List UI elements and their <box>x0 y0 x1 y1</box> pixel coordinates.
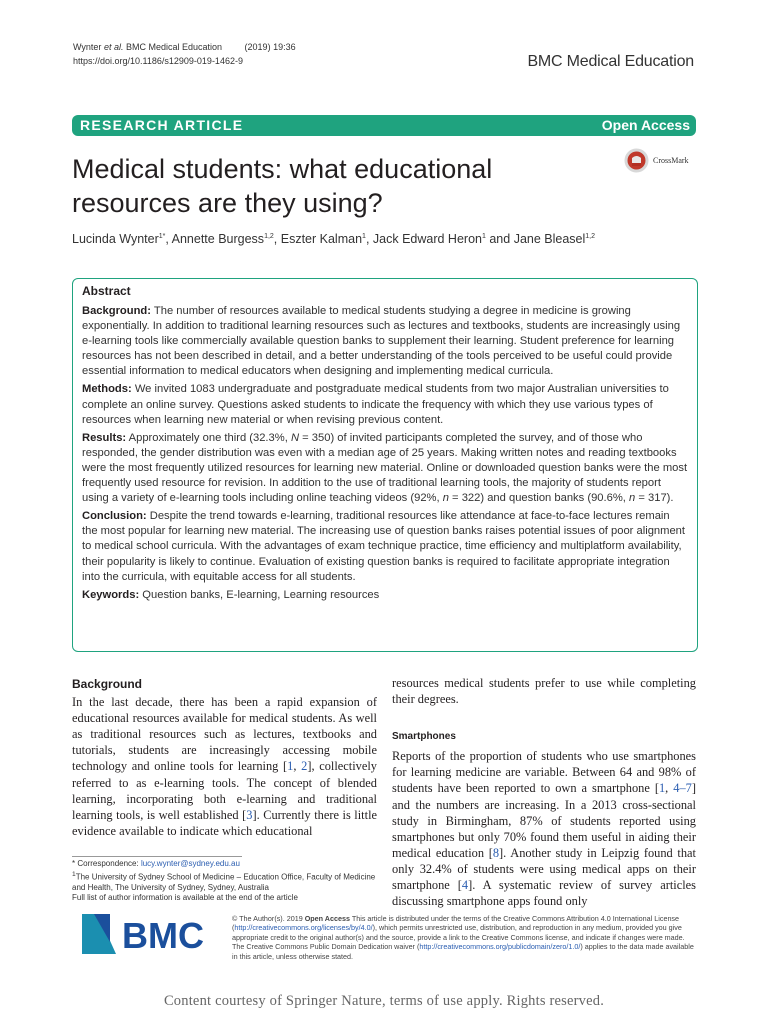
citation-etal: et al. <box>103 42 124 52</box>
open-access-label: Open Access <box>601 117 690 133</box>
abstract-conclusion <box>82 509 688 584</box>
affiliation-marker: 1 <box>72 870 76 878</box>
citation-link[interactable]: 8 <box>492 845 500 860</box>
stat-symbol: n <box>442 492 449 505</box>
article-type-banner <box>72 115 696 136</box>
author-5-aff: 1,2 <box>585 232 595 240</box>
footnote-divider <box>72 856 242 857</box>
article-title <box>72 152 592 220</box>
abstract-results <box>82 431 688 506</box>
body-text: ]. Another study in Leipzig found that only 32.4% of students were using medical apps on their smartphone [ <box>392 845 696 893</box>
crossmark-label: CrossMark <box>653 156 689 165</box>
doi-link[interactable]: https://doi.org/10.1186/s12909-019-1462-9 <box>73 56 243 66</box>
citation-link[interactable]: 1 <box>287 759 294 774</box>
license-open-access: Open Access <box>304 914 350 923</box>
abstract-keywords-label: Keywords: <box>82 588 140 601</box>
author-separator: , <box>273 232 281 246</box>
full-author-info-note: Full list of author information is available at the end of the article <box>72 893 298 903</box>
article-type-label: RESEARCH ARTICLE <box>80 117 244 133</box>
citation-link[interactable]: 4–7 <box>673 781 692 796</box>
abstract-results-text: Approximately one third (32.3%, <box>126 431 291 444</box>
title-line-1: Medical students: what educational <box>72 154 493 184</box>
abstract-background-label: Background: <box>82 305 151 317</box>
abstract-methods-label: Methods: <box>82 383 132 396</box>
footnote <box>72 859 382 904</box>
body-paragraph <box>392 748 696 909</box>
body-text: , <box>293 759 302 774</box>
crossmark-badge[interactable] <box>624 148 689 173</box>
body-text: Reports of the proportion of students who use smartphones for learning medicine are variable. Between 64 and 98% of students have been reported to own a smartphone [ <box>392 749 696 796</box>
abstract-keywords <box>82 588 688 603</box>
stat-symbol: N <box>290 431 300 444</box>
abstract-background-text: The number of resources available to medical students studying a degree in medicine is growing exponentially. In addition to traditional learning resources such as lectures and textbooks, students are increasingly using e-learning tools like commercially available question banks to supplement their learning. Student preference for learning resources has not been described in detail, and a better understanding of the tools perceived to be useful could provide essential information to medical educators when designing and implementing medical curricula. <box>82 305 681 378</box>
affiliation-text: The University of Sydney School of Medicine – Education Office, Faculty of Medicine and Health, The University of Sydney, Sydney, Australia <box>72 872 376 892</box>
author-separator: , <box>165 232 172 246</box>
citation-link[interactable]: 2 <box>301 759 308 774</box>
author-separator: , <box>365 232 373 246</box>
license-link[interactable]: http://creativecommons.org/licenses/by/4.0/ <box>234 923 373 933</box>
abstract-heading: Abstract <box>82 284 131 298</box>
license-text: ) applies to the data made available in this article, unless otherwise stated. <box>232 942 694 961</box>
correspondence-email[interactable]: lucy.wynter@sydney.edu.au <box>140 859 240 868</box>
abstract-box <box>72 278 698 652</box>
body-left-column <box>72 676 377 839</box>
bmc-logo <box>82 912 218 961</box>
abstract-results-label: Results: <box>82 431 127 444</box>
journal-name: BMC Medical Education <box>527 53 694 70</box>
title-line-2: resources are they using? <box>72 188 383 218</box>
abstract-keywords-text: Question banks, E-learning, Learning resources <box>139 588 380 601</box>
abstract-background <box>82 304 688 379</box>
author-2[interactable]: Annette Burgess <box>171 232 265 246</box>
abstract-results-text: = 317). <box>635 492 674 505</box>
body-paragraph: resources medical students prefer to use while completing their degrees. <box>392 676 696 707</box>
license-text: ), which permits unrestricted use, distribution, and reproduction in any medium, provided you give appropriate credit to the original author(s) and the source, provide a link to the Creative Commons license, and indicate if changes were made. The Creative Commons Public Domain Dedication waiver ( <box>232 923 685 952</box>
background-heading: Background <box>72 677 143 691</box>
body-text: ] and the numbers are increasing. In a 2013 cross-sectional study in Birmingham, 87% of students reported using smartphones but only 70% found them useful in aiding their medical education [ <box>392 781 696 860</box>
smartphones-heading: Smartphones <box>392 731 456 743</box>
abstract-conclusion-label: Conclusion: <box>82 510 147 523</box>
bmc-wordmark: BMC <box>122 915 204 956</box>
body-text: In the last decade, there has been a rapid expansion of educational resources available for medical students. As well as traditional resources such as lectures, textbooks and tutorials, students are increasingly accessing mobile technology and online tools for learning [ <box>72 695 377 774</box>
author-1-aff: 1* <box>158 232 166 240</box>
body-paragraph <box>72 694 377 839</box>
body-text: ]. Currently there is little evidence available to indicate which educational <box>72 807 378 838</box>
license-text: © The Author(s). 2019 <box>232 914 305 923</box>
citation-journal: BMC Medical Education <box>125 42 223 52</box>
license-link[interactable]: http://creativecommons.org/publicdomain/zero/1.0/ <box>419 942 581 952</box>
citation-link[interactable]: 4 <box>461 878 469 893</box>
body-right-column <box>392 675 696 909</box>
crossmark-icon <box>624 148 649 173</box>
license-text: This article is distributed under the terms of the Creative Commons Attribution 4.0 International License ( <box>232 914 680 933</box>
stat-symbol: n <box>629 492 636 505</box>
author-3[interactable]: Eszter Kalman <box>280 232 363 246</box>
citation-year: (2019) 19:36 <box>244 42 296 52</box>
license-statement <box>232 914 698 961</box>
correspondence-label: * Correspondence: <box>72 859 141 868</box>
author-3-aff: 1 <box>362 232 366 240</box>
abstract-results-text: = 322) and question banks (90.6%, <box>448 492 630 505</box>
abstract-methods-text: We invited 1083 undergraduate and postgraduate medical students from two major Australian universities to complete an online survey. Questions asked students to indicate the frequency with which they use various types of resources when learning new material or when revising previous content. <box>82 383 669 426</box>
abstract-conclusion-text: Despite the trend towards e-learning, traditional resources like attendance at face-to-face lectures remain the most popular for learning new material. The increasing use of question banks raises potential issues of poor alignment to medical school curricula. With the advantages of exam technique practice, time efficiency and multiplatform availability, their popularity is likely to continue. Evaluation of existing question banks is required to facilitate appropriate integration into the curricula, with equitable access for all students. <box>82 510 686 583</box>
author-4-aff: 1 <box>481 232 486 240</box>
author-and: and <box>485 232 514 246</box>
author-4[interactable]: Jack Edward Heron <box>372 232 482 246</box>
citation-link[interactable]: 1 <box>658 781 666 796</box>
citation-authors: Wynter <box>73 42 102 52</box>
abstract-methods <box>82 382 688 427</box>
abstract-results-text: = 350) of invited participants completed the survey, and of those who responded, the gender distribution was even with a median age of 25 years. Making written notes and reading textbooks were the most frequently utilized resources for learning new material. Online or downloaded question banks were the most frequently used resource for revision. In addition to the use of traditional learning tools, the majority of students report using a variety of e-learning tools including online teaching videos (92%, <box>82 431 688 505</box>
author-5[interactable]: Jane Bleasel <box>513 232 586 246</box>
courtesy-notice: Content courtesy of Springer Nature, terms of use apply. Rights reserved. <box>163 993 605 1009</box>
body-text: , <box>665 781 674 796</box>
body-text: ]. A systematic review of survey articles discussing smartphone apps found only <box>392 878 696 909</box>
author-2-aff: 1,2 <box>264 232 274 240</box>
author-1[interactable]: Lucinda Wynter <box>72 232 159 246</box>
body-text: ], collectively referred to as e-learning tools. The concept of blended learning, incorporating both e-learning and traditional learning tools, is well established [ <box>72 759 377 822</box>
bmc-mark-icon <box>82 912 218 956</box>
author-list <box>72 232 702 246</box>
citation-header <box>73 40 296 68</box>
citation-link[interactable]: 3 <box>246 807 253 822</box>
